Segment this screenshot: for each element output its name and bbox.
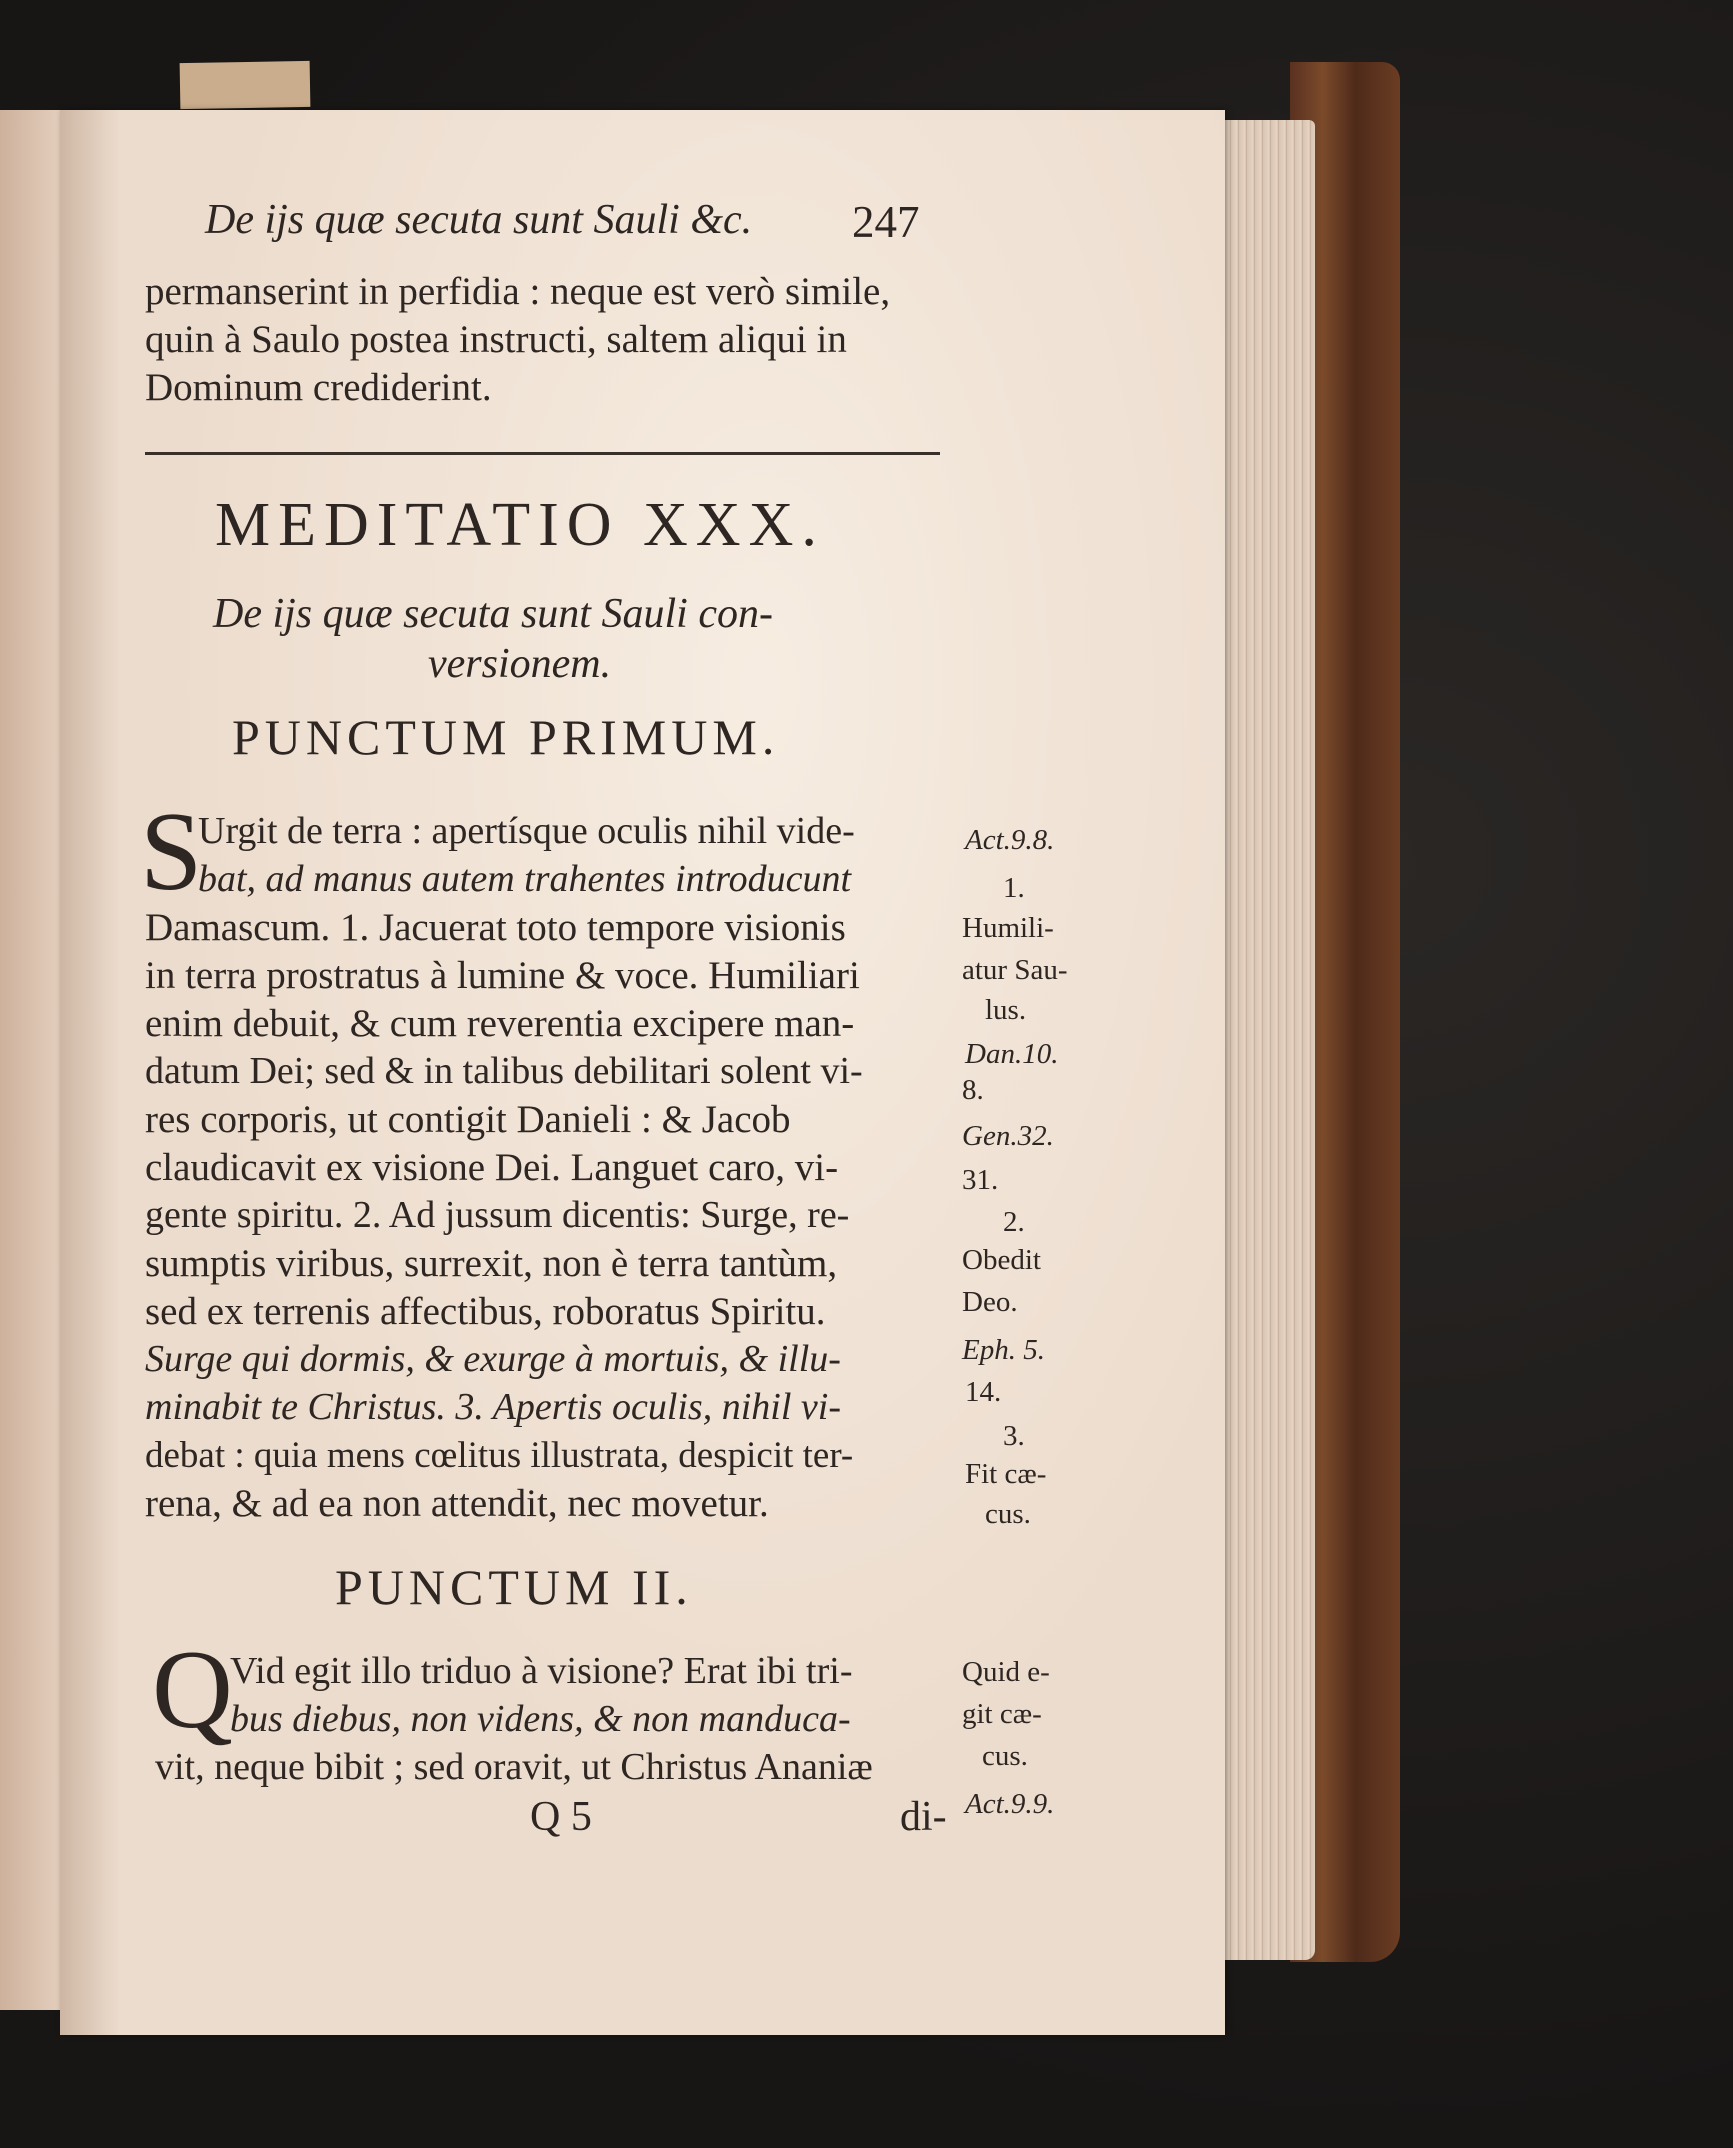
margin-note: 31. [962,1164,999,1196]
text-line: debat : quia mens cœlitus illustrata, despicit ter- [145,1435,854,1476]
text-line: res corporis, ut contigit Danieli : & Jacob [145,1098,791,1141]
margin-note: Obedit [962,1244,1041,1276]
drop-cap: S [140,790,203,914]
text-line: Vid egit illo triduo à visione? Erat ibi tri- [230,1650,853,1692]
page-stack-edge [1215,120,1315,1960]
margin-note: 3. [1003,1420,1025,1452]
text-line: datum Dei; sed & in talibus debilitari solent vi- [145,1050,863,1092]
signature-mark: Q 5 [530,1794,592,1840]
text-line: vit, neque bibit ; sed oravit, ut Christus Ananiæ [155,1746,873,1788]
text-line: sumptis viribus, surrexit, non è terra tantùm, [145,1242,838,1285]
text-line: bat, ad manus autem trahentes introducunt [198,858,851,900]
meditation-subtitle: De ijs quæ secuta sunt Sauli con- [213,591,773,637]
text-line: enim debuit, & cum reverentia excipere man- [145,1002,855,1045]
margin-note: Gen.32. [962,1120,1054,1152]
running-head: De ijs quæ secuta sunt Sauli &c. [205,197,753,243]
margin-note: Dan.10. [965,1038,1059,1070]
margin-note: cus. [982,1740,1028,1772]
text-line: minabit te Christus. 3. Apertis oculis, nihil vi- [145,1386,841,1428]
meditation-title: MEDITATIO XXX. [215,491,825,559]
margin-note: 2. [1003,1206,1025,1238]
margin-note: Deo. [962,1286,1018,1318]
text-line: Surge qui dormis, & exurge à mortuis, & illu- [145,1338,841,1380]
catchword: di- [900,1794,947,1840]
intro-line: Dominum crediderint. [145,366,492,409]
text-line: in terra prostratus à lumine & voce. Humiliari [145,954,860,997]
margin-note: lus. [985,994,1027,1026]
punctum-heading: PUNCTUM PRIMUM. [232,709,780,765]
margin-note: git cæ- [962,1698,1042,1730]
text-line: claudicavit ex visione Dei. Languet caro, vi- [145,1146,839,1189]
margin-note: Act.9.8. [965,824,1055,856]
text-line: rena, & ad ea non attendit, nec movetur. [145,1482,769,1525]
margin-note: Quid e- [962,1656,1050,1688]
margin-note: Eph. 5. [962,1334,1045,1366]
intro-line: quin à Saulo postea instructi, saltem aliqui in [145,318,847,361]
margin-note: 8. [962,1074,984,1106]
intro-line: permanserint in perfidia : neque est verò simile, [145,270,891,313]
margin-note: 14. [965,1376,1002,1408]
text-line: gente spiritu. 2. Ad jussum dicentis: Surge, re- [145,1194,850,1236]
margin-note: Act.9.9. [965,1788,1055,1820]
margin-note: atur Sau- [962,954,1068,986]
drop-cap: Q [152,1628,233,1752]
margin-note: 1. [1003,872,1025,904]
margin-note: cus. [985,1498,1031,1530]
meditation-subtitle: versionem. [428,641,612,687]
horizontal-rule [145,452,940,455]
text-line: Urgit de terra : apertísque oculis nihil vide- [198,810,855,852]
text-line: Damascum. 1. Jacuerat toto tempore visionis [145,906,846,949]
top-paper-flap [180,61,311,109]
punctum-heading: PUNCTUM II. [335,1559,693,1615]
text-line: sed ex terrenis affectibus, roboratus Spiritu. [145,1290,826,1333]
text-line: bus diebus, non videns, & non manduca- [230,1698,851,1740]
margin-note: Humili- [962,912,1054,944]
margin-note: Fit cæ- [965,1458,1047,1490]
page-number: 247 [852,197,920,247]
